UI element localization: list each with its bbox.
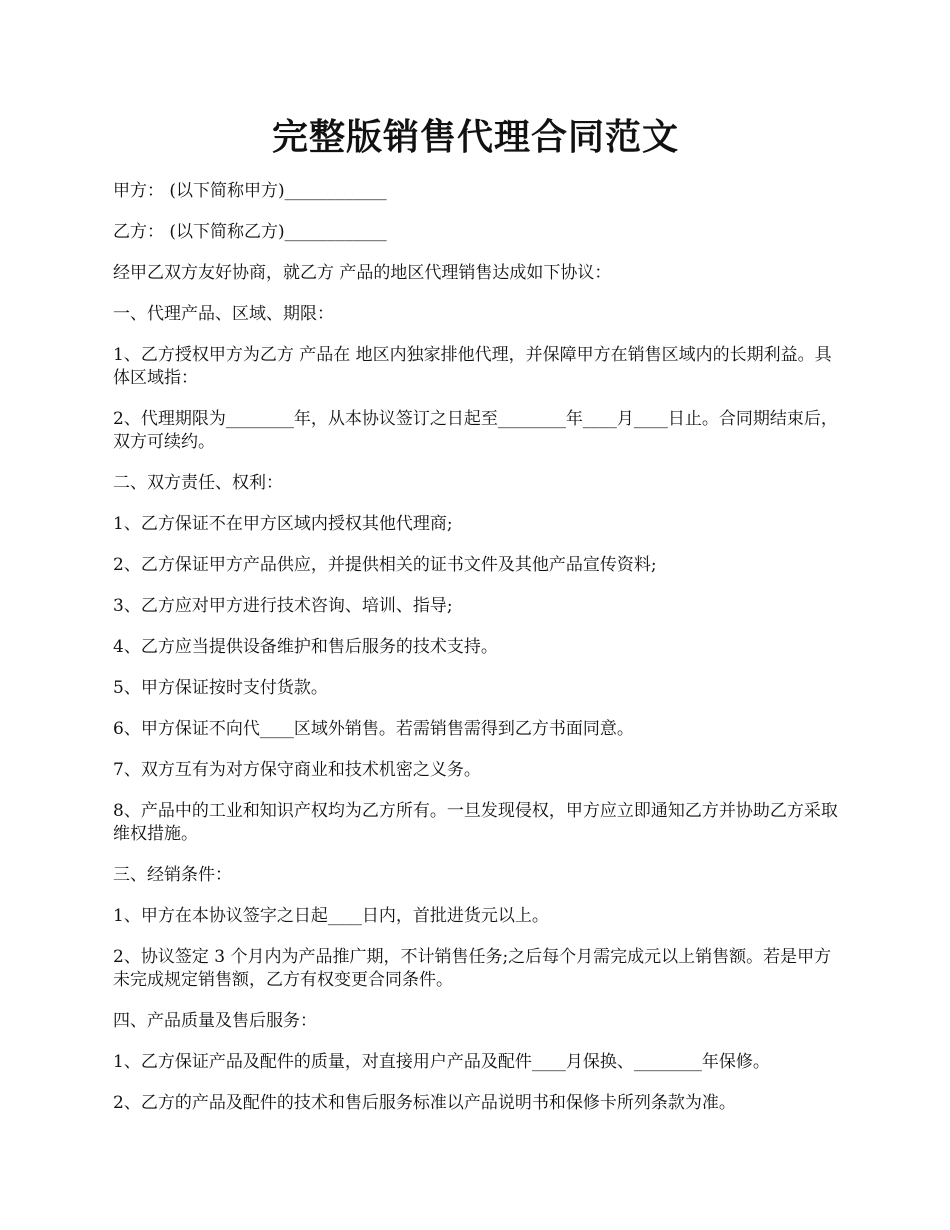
clause-2-1: 1、乙方保证不在甲方区域内授权其他代理商;	[113, 514, 453, 534]
clause-3-2: 2、协议签定 3 个月内为产品推广期，不计销售任务;之后每个月需完成元以上销售额。若是甲方未完成规定销售额，乙方有权变更合同条件。	[113, 947, 832, 990]
clause-3-1: 1、甲方在本协议签字之日起____日内，首批进货元以上。	[113, 906, 549, 926]
section-heading-3: 三、经销条件：	[113, 865, 232, 885]
clause-2-8: 8、产品中的工业和知识产权均为乙方所有。一旦发现侵权，甲方应立即通知乙方并协助乙方采取维权措施。	[113, 801, 838, 844]
section-heading-4: 四、产品质量及售后服务：	[113, 1011, 317, 1031]
party-b-line: 乙方： (以下简称乙方)____________	[113, 222, 387, 242]
intro-paragraph: 经甲乙双方友好协商，就乙方 产品的地区代理销售达成如下协议：	[113, 263, 612, 283]
section-heading-2: 二、双方责任、权利：	[113, 473, 283, 493]
clause-2-3: 3、乙方应对甲方进行技术咨询、培训、指导;	[113, 596, 453, 616]
party-a-line: 甲方： (以下简称甲方)____________	[113, 181, 387, 201]
clause-4-2: 2、乙方的产品及配件的技术和售后服务标准以产品说明书和保修卡所列条款为准。	[113, 1093, 736, 1113]
clause-2-7: 7、双方互有为对方保守商业和技术机密之义务。	[113, 760, 481, 780]
section-heading-1: 一、代理产品、区域、期限：	[113, 304, 334, 324]
clause-2-4: 4、乙方应当提供设备维护和售后服务的技术支持。	[113, 637, 498, 657]
clause-4-1: 1、乙方保证产品及配件的质量，对直接用户产品及配件____月保换、________年保修。	[113, 1052, 770, 1072]
clause-1-2: 2、代理期限为________年，从本协议签订之日起至________年____月____日止。合同期结束后，双方可续约。	[113, 409, 838, 452]
clause-2-6: 6、甲方保证不向代____区域外销售。若需销售需得到乙方书面同意。	[113, 719, 634, 739]
clause-1-1: 1、乙方授权甲方为乙方 产品在 地区内独家排他代理，并保障甲方在销售区域内的长期利益。具体区域指：	[113, 345, 832, 388]
clause-2-2: 2、乙方保证甲方产品供应，并提供相关的证书文件及其他产品宣传资料;	[113, 555, 657, 575]
clause-2-5: 5、甲方保证按时支付货款。	[113, 678, 328, 698]
document-title: 完整版销售代理合同范文	[271, 116, 679, 158]
document-page	[113, 112, 838, 1133]
